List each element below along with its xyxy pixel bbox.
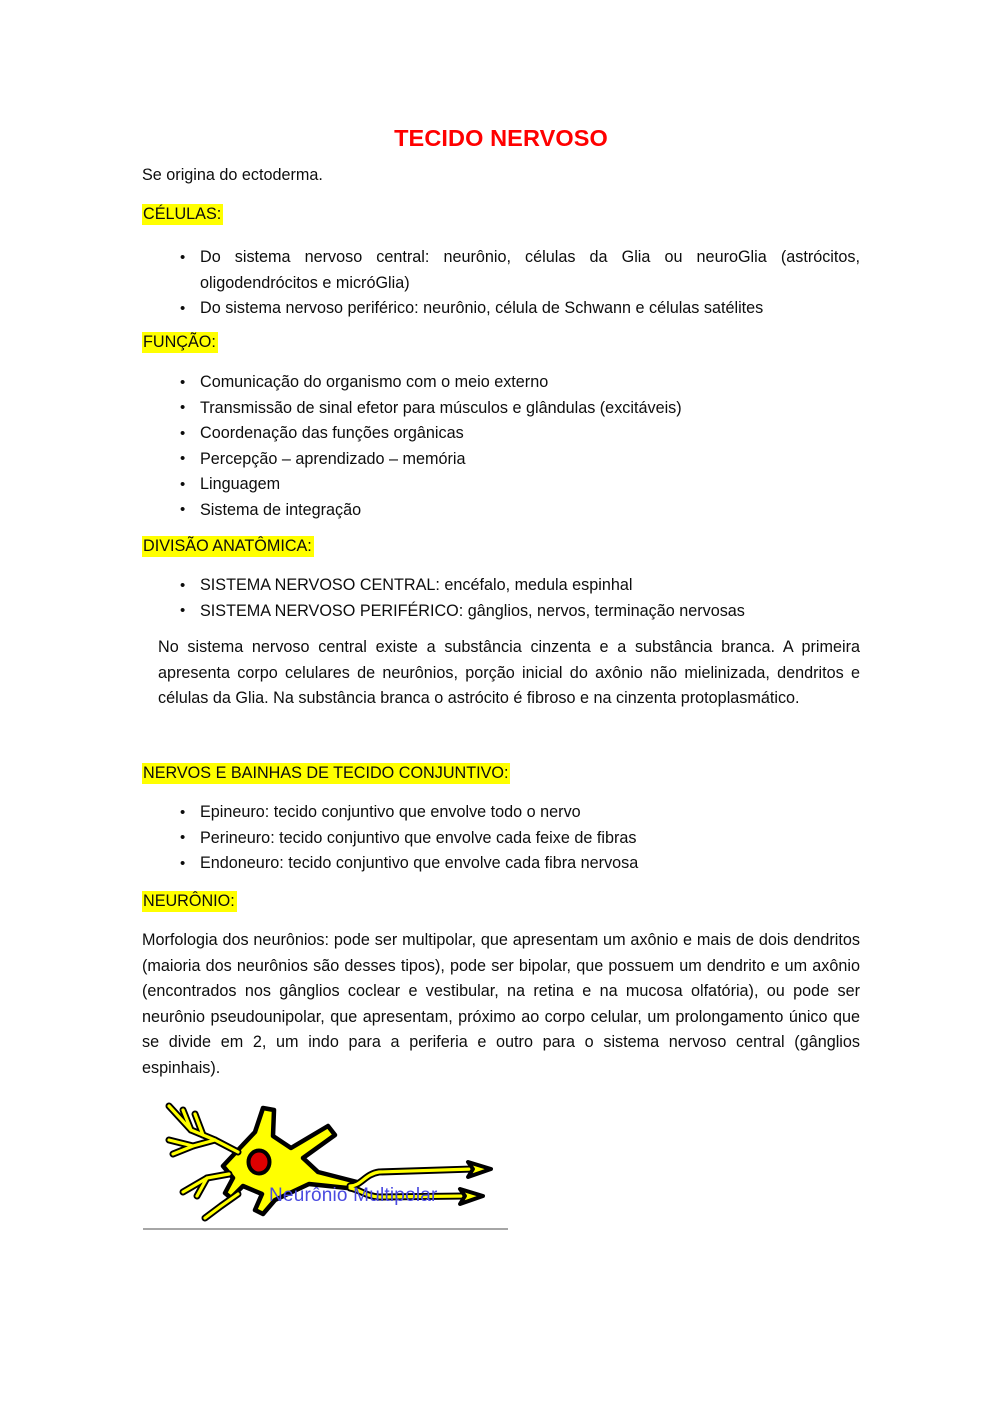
list-item: • Epineuro: tecido conjuntivo que envolve todo o nervo (142, 800, 860, 826)
funcao-list (142, 370, 860, 524)
list-item: • Do sistema nervoso central: neurônio, células da Glia ou neuroGlia (astrócitos, oligodendrócitos e micróGlia) (142, 245, 860, 296)
figure-underline-rule (143, 1228, 508, 1230)
heading-nervos-text: NERVOS E BAINHAS DE TECIDO CONJUNTIVO: (143, 764, 509, 782)
nervos-list-wrap (142, 800, 860, 877)
list-item: • Percepção – aprendizado – memória (142, 447, 860, 473)
list-item: • Comunicação do organismo com o meio externo (142, 370, 860, 396)
neuronio-multipolar-figure (143, 1090, 508, 1230)
heading-divisao-text: DIVISÃO ANATÔMICA: (143, 537, 312, 555)
section-heading-celulas (142, 202, 860, 228)
heading-celulas-text: CÉLULAS: (143, 205, 222, 223)
list-item: • SISTEMA NERVOSO PERIFÉRICO: gânglios, nervos, terminação nervosas (142, 599, 860, 625)
divisao-list (142, 573, 860, 624)
axon-terminal-lower (460, 1189, 483, 1204)
list-item: • Endoneuro: tecido conjuntivo que envolve cada fibra nervosa (142, 851, 860, 877)
section-heading-neuronio (142, 889, 860, 915)
substancia-paragraph-wrap (142, 635, 860, 712)
list-item: • SISTEMA NERVOSO CENTRAL: encéfalo, medula espinhal (142, 573, 860, 599)
intro-block (142, 163, 860, 189)
section-heading-nervos-bainhas (142, 761, 860, 787)
list-item: • Coordenação das funções orgânicas (142, 421, 860, 447)
funcao-list-wrap (142, 370, 860, 524)
list-item: • Transmissão de sinal efetor para músculos e glândulas (excitáveis) (142, 396, 860, 422)
substancia-paragraph: No sistema nervoso central existe a substância cinzenta e a substância branca. A primeira apresenta corpo celulares de neurônios, porção inicial do axônio não mielinizada, dendritos e células da Glia. Na substância branca o astrócito é fibroso e na cinzenta protoplasmático. (158, 638, 860, 708)
nervos-list (142, 800, 860, 877)
list-item: • Perineuro: tecido conjuntivo que envolve cada feixe de fibras (142, 826, 860, 852)
list-item: • Sistema de integração (142, 498, 860, 524)
section-heading-divisao-anatomica (142, 534, 860, 560)
celulas-list (142, 245, 860, 322)
morfologia-paragraph: Morfologia dos neurônios: pode ser multipolar, que apresentam um axônio e mais de dois dendritos (maioria dos neurônios são desses tipos), pode ser bipolar, que possuem um dendrito e um axônio (encontrados nos gânglios coclear e vestibular, na retina e na mucosa olfatória), ou pode ser neurônio pseudounipolar, que apresentam, próximo ao corpo celular, um prolongamento único que se divide em 2, um indo para a periferia e outro para o sistema nervoso central (gânglios espinhais). (142, 931, 860, 1077)
intro-paragraph: Se origina do ectoderma. (142, 166, 323, 184)
celulas-list-wrap (142, 245, 860, 322)
morfologia-paragraph-wrap (142, 928, 860, 1082)
figure-caption: Neurônio Multipolar (269, 1185, 438, 1206)
divisao-list-wrap (142, 573, 860, 624)
heading-funcao-text: FUNÇÃO: (143, 333, 216, 351)
section-heading-funcao (142, 330, 860, 356)
page-title: TECIDO NERVOSO (394, 125, 608, 151)
axon-terminal-upper (468, 1162, 491, 1177)
neuron-illustration (143, 1090, 508, 1230)
list-item: • Do sistema nervoso periférico: neurônio, célula de Schwann e células satélites (142, 296, 860, 322)
list-item: • Linguagem (142, 472, 860, 498)
heading-neuronio-text: NEURÔNIO: (143, 892, 235, 910)
